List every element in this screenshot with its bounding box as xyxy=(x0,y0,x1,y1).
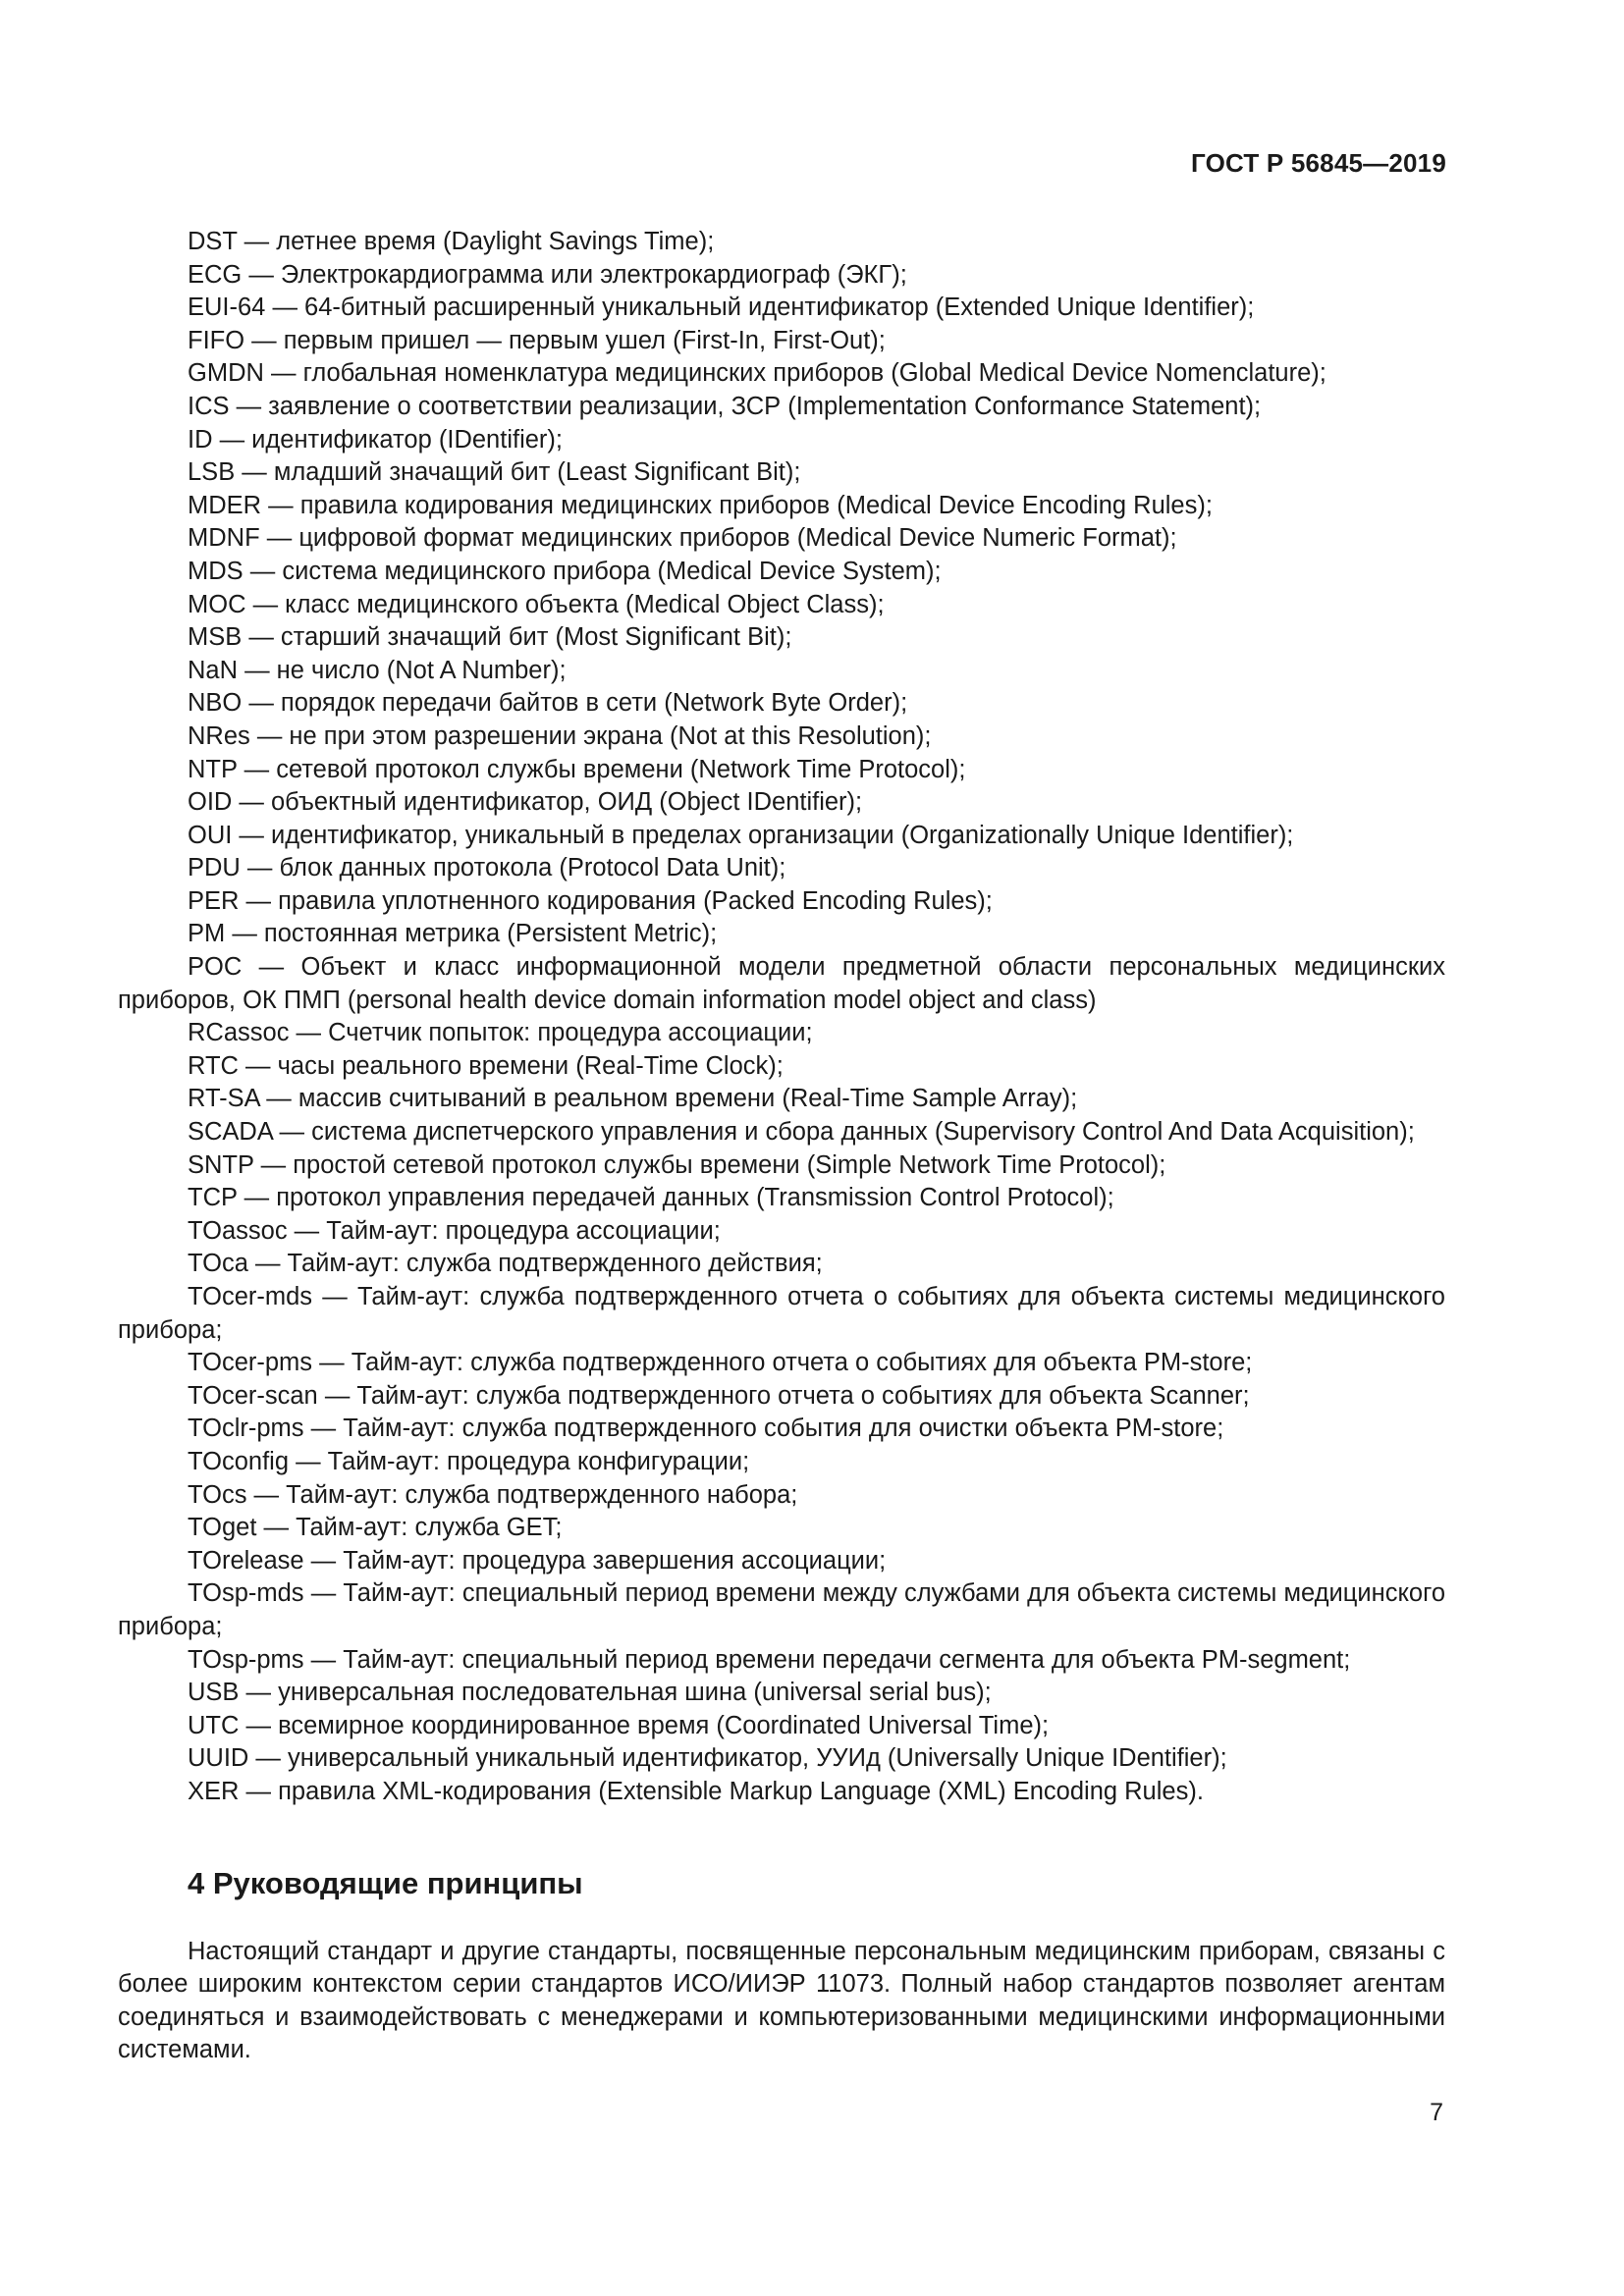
abbreviation-entry: TOca — Тайм-аут: служба подтвержденного действия; xyxy=(188,1250,823,1278)
abbreviation-entry: PM — постоянная метрика (Persistent Metric); xyxy=(188,920,718,948)
abbreviation-entry: PDU — блок данных протокола (Protocol Data Unit); xyxy=(188,854,786,882)
abbreviation-entry: MOC — класс медицинского объекта (Medical Object Class); xyxy=(188,590,885,618)
abbreviation-entry: PER — правила уплотненного кодирования (Packed Encoding Rules); xyxy=(188,886,993,915)
abbreviation-entry: TOcer-pms — Тайм-аут: служба подтвержденного отчета о событиях для объекта PM-store; xyxy=(188,1349,1253,1377)
abbreviation-entry: RT-SA — массив считываний в реальном времени (Real-Time Sample Array); xyxy=(188,1085,1078,1113)
abbreviation-entry: SCADA — система диспетчерского управления и сбора данных (Supervisory Control And Data Acquisition); xyxy=(188,1118,1415,1147)
abbreviation-entry: LSB — младший значащий бит (Least Significant Bit); xyxy=(188,458,801,487)
abbreviation-entry: TOsp-mds — Тайм-аут: специальный период времени между службами для объекта системы медицинского прибора; xyxy=(118,1579,1445,1640)
abbreviation-entry: GMDN — глобальная номенклатура медицинских приборов (Global Medical Device Nomenclature); xyxy=(188,359,1326,388)
abbreviation-entry: TOcer-mds — Тайм-аут: служба подтвержденного отчета о событиях для объекта системы медицинского прибора; xyxy=(118,1283,1445,1344)
abbreviation-entry: NBO — порядок передачи байтов в сети (Network Byte Order); xyxy=(188,689,908,718)
abbreviation-entry: USB — универсальная последовательная шина (universal serial bus); xyxy=(188,1679,992,1707)
abbreviation-entry: ID — идентификатор (IDentifier); xyxy=(188,425,563,454)
abbreviation-entry: SNTP — простой сетевой протокол службы времени (Simple Network Time Protocol); xyxy=(188,1150,1166,1179)
abbreviation-entry: NRes — не при этом разрешении экрана (Not at this Resolution); xyxy=(188,721,932,750)
abbreviation-entry: OUI — идентификатор, уникальный в пределах организации (Organizationally Unique Identifier); xyxy=(188,821,1294,849)
abbreviation-entry: TOcs — Тайм-аут: служба подтвержденного набора; xyxy=(188,1480,798,1509)
page-content xyxy=(118,226,1445,2067)
abbreviation-entry: MDS — система медицинского прибора (Medical Device System); xyxy=(188,557,942,585)
section-title: 4 Руководящие принципы xyxy=(188,1865,583,1900)
abbreviation-entry: DST — летнее время (Daylight Savings Time); xyxy=(188,228,715,255)
abbreviation-entry: MDNF — цифровой формат медицинских приборов (Medical Device Numeric Format); xyxy=(188,524,1177,553)
abbreviation-list xyxy=(118,226,1445,1809)
abbreviation-entry: NaN — не число (Not A Number); xyxy=(188,656,567,684)
abbreviation-entry: ECG — Электрокардиограмма или электрокардиограф (ЭКГ); xyxy=(188,260,907,289)
abbreviation-entry: TOconfig — Тайм-аут: процедура конфигурации; xyxy=(188,1447,750,1475)
abbreviation-entry: ICS — заявление о соответствии реализации, ЗСР (Implementation Conformance Statement); xyxy=(188,392,1262,420)
document-code-header: ГОСТ Р 56845—2019 xyxy=(1191,148,1446,178)
abbreviation-entry: NTP — сетевой протокол службы времени (Network Time Protocol); xyxy=(188,755,966,783)
abbreviation-entry: EUI-64 — 64-битный расширенный уникальный идентификатор (Extended Unique Identifier); xyxy=(188,294,1255,322)
page-number: 7 xyxy=(1430,2099,1443,2126)
abbreviation-entry: TOassoc — Тайм-аут: процедура ассоциации; xyxy=(188,1216,721,1245)
section-paragraph: Настоящий стандарт и другие стандарты, посвященные персональным медицинским приборам, связаны с более широким контекстом серии стандартов ИСО/ИИЭР 11073. Полный набор стандартов позволяет агентам соединяться и взаимодействовать с менеджерами и компьютеризованными медицинскими информационными системами. xyxy=(118,1937,1445,2064)
abbreviation-entry: TOsp-pms — Тайм-аут: специальный период времени передачи сегмента для объекта PM-segment; xyxy=(188,1645,1351,1674)
abbreviation-entry: OID — объектный идентификатор, ОИД (Object IDentifier); xyxy=(188,788,863,817)
abbreviation-entry: TCP — протокол управления передачей данных (Transmission Control Protocol); xyxy=(188,1184,1114,1212)
abbreviation-entry: MDER — правила кодирования медицинских приборов (Medical Device Encoding Rules); xyxy=(188,491,1213,519)
abbreviation-entry: UUID — универсальный уникальный идентификатор, УУИд (Universally Unique IDentifier); xyxy=(188,1744,1227,1773)
abbreviation-entry: RCassoc — Счетчик попыток: процедура ассоциации; xyxy=(188,1019,813,1047)
abbreviation-entry: MSB — старший значащий бит (Most Significant Bit); xyxy=(188,623,792,652)
abbreviation-entry: UTC — всемирное координированное время (Coordinated Universal Time); xyxy=(188,1711,1050,1739)
abbreviation-entry: TOrelease — Тайм-аут: процедура завершения ассоциации; xyxy=(188,1546,887,1575)
abbreviation-entry: RTC — часы реального времени (Real-Time Clock); xyxy=(188,1051,784,1080)
abbreviation-entry: POC — Объект и класс информационной модели предметной области персональных медицинских приборов, ОК ПМП (personal health device domain information model object and class) xyxy=(118,953,1445,1014)
abbreviation-entry: TOget — Тайм-аут: служба GET; xyxy=(188,1514,563,1542)
abbreviation-entry: TOcer-scan — Тайм-аут: служба подтвержденного отчета о событиях для объекта Scanner; xyxy=(188,1381,1250,1410)
abbreviation-entry: FIFO — первым пришел — первым ушел (First-In, First-Out); xyxy=(188,326,886,354)
abbreviation-entry: TOclr-pms — Тайм-аут: служба подтвержденного события для очистки объекта PM-store; xyxy=(188,1415,1224,1443)
abbreviation-entry: XER — правила XML-кодирования (Extensible Markup Language (XML) Encoding Rules). xyxy=(188,1777,1204,1805)
